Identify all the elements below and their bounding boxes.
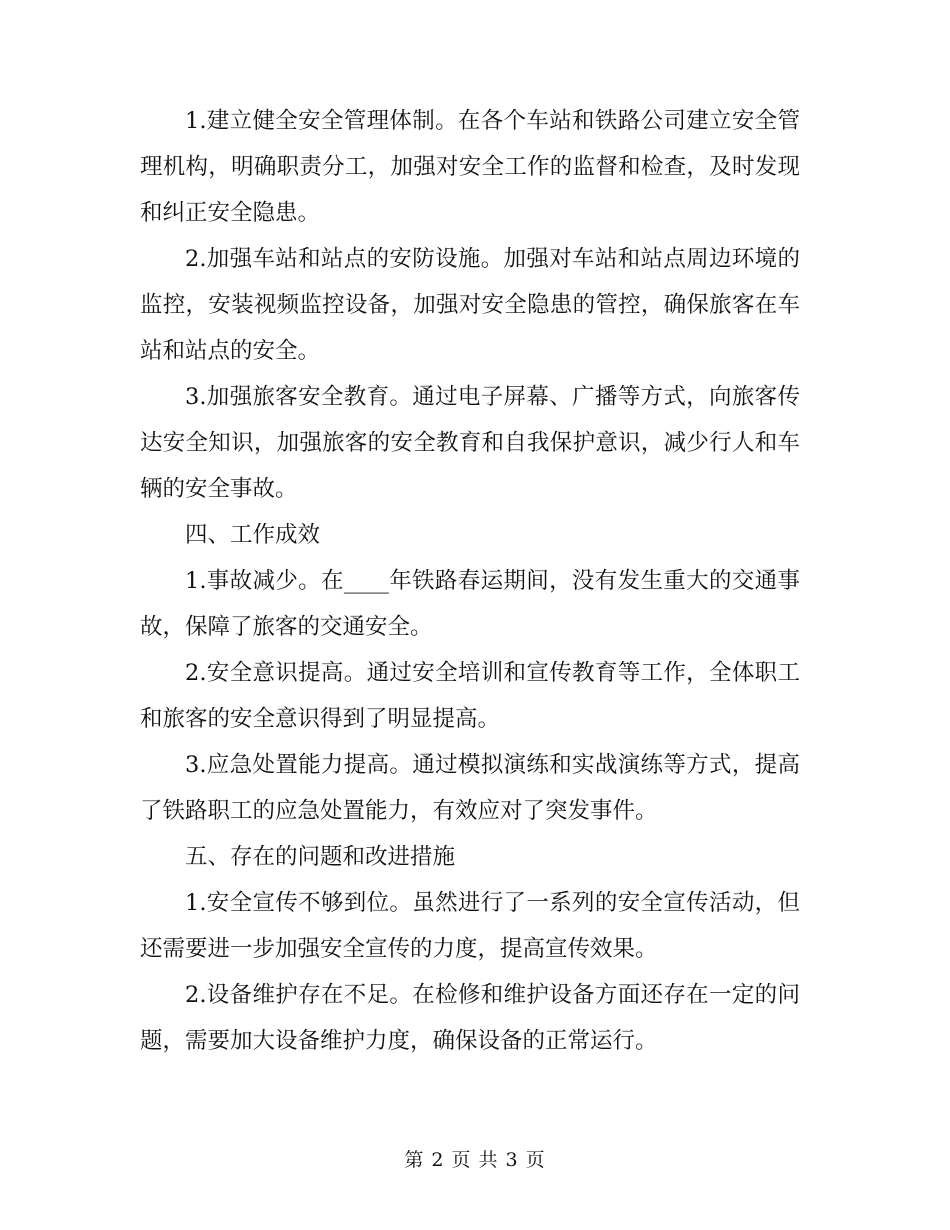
paragraph-5: 1.事故减少。在____年铁路春运期间，没有发生重大的交通事故，保障了旅客的交通安全。 (140, 568, 800, 640)
paragraph-2: 2.加强车站和站点的安防设施。加强对车站和站点周边环境的监控，安装视频监控设备，加强对安全隐患的管控，确保旅客在车站和站点的安全。 (140, 246, 800, 364)
document-body (140, 98, 800, 1064)
page-number-footer (0, 1146, 950, 1174)
paragraph-6: 2.安全意识提高。通过安全培训和宣传教育等工作，全体职工和旅客的安全意识得到了明显提高。 (140, 660, 800, 732)
paragraph-10: 2.设备维护存在不足。在检修和维护设备方面还存在一定的问题，需要加大设备维护力度，确保设备的正常运行。 (140, 982, 800, 1054)
paragraph-9: 1.安全宣传不够到位。虽然进行了一系列的安全宣传活动，但还需要进一步加强安全宣传的力度，提高宣传效果。 (140, 890, 800, 962)
section-heading-5: 五、存在的问题和改进措施 (185, 844, 456, 870)
paragraph-1: 1.建立健全安全管理体制。在各个车站和铁路公司建立安全管理机构，明确职责分工，加强对安全工作的监督和检查，及时发现和纠正安全隐患。 (140, 108, 800, 226)
section-heading-4: 四、工作成效 (185, 522, 321, 548)
paragraph-7: 3.应急处置能力提高。通过模拟演练和实战演练等方式，提高了铁路职工的应急处置能力，有效应对了突发事件。 (140, 752, 800, 824)
page-number-text: 第 2 页 共 3 页 (404, 1149, 546, 1171)
paragraph-3: 3.加强旅客安全教育。通过电子屏幕、广播等方式，向旅客传达安全知识，加强旅客的安全教育和自我保护意识，减少行人和车辆的安全事故。 (140, 384, 800, 502)
